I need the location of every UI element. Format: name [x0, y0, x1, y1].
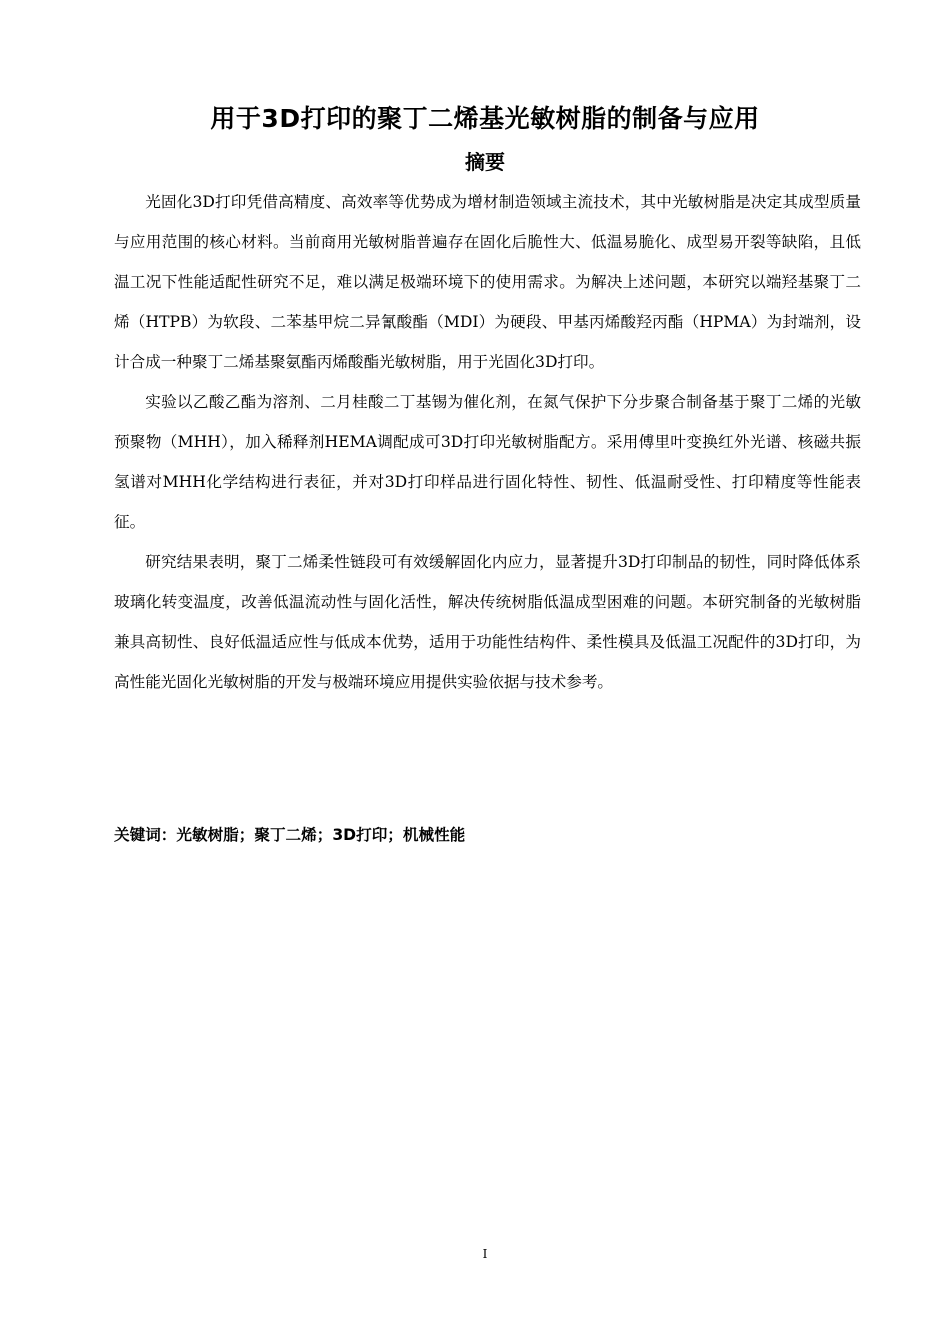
- abstract-paragraph-1: 光固化3D打印凭借高精度、高效率等优势成为增材制造领域主流技术，其中光敏树脂是决定其成型质量与应用范围的核心材料。当前商用光敏树脂普遍存在固化后脆性大、低温易脆化、成型易开裂等缺陷，且低温工况下性能适配性研究不足，难以满足极端环境下的使用需求。为解决上述问题，本研究以端羟基聚丁二烯（HTPB）为软段、二苯基甲烷二异氰酸酯（MDI）为硬段、甲基丙烯酸羟丙酯（HPMA）为封端剂，设计合成一种聚丁二烯基聚氨酯丙烯酸酯光敏树脂，用于光固化3D打印。: [114, 193, 861, 371]
- page-number: I: [482, 1247, 488, 1261]
- abstract-paragraph-3: 研究结果表明，聚丁二烯柔性链段可有效缓解固化内应力，显著提升3D打印制品的韧性，同时降低体系玻璃化转变温度，改善低温流动性与固化活性，解决传统树脂低温成型困难的问题。本研究制备的光敏树脂兼具高韧性、良好低温适应性与低成本优势，适用于功能性结构件、柔性模具及低温工况配件的3D打印，为高性能光固化光敏树脂的开发与极端环境应用提供实验依据与技术参考。: [114, 553, 861, 691]
- abstract-body: [114, 182, 861, 702]
- abstract-paragraph-2: 实验以乙酸乙酯为溶剂、二月桂酸二丁基锡为催化剂，在氮气保护下分步聚合制备基于聚丁二烯的光敏预聚物（MHH），加入稀释剂HEMA调配成可3D打印光敏树脂配方。采用傅里叶变换红外光谱、核磁共振氢谱对MHH化学结构进行表征，并对3D打印样品进行固化特性、韧性、低温耐受性、打印精度等性能表征。: [114, 393, 861, 531]
- keywords-line: 关键词：光敏树脂；聚丁二烯；3D打印；机械性能: [114, 826, 466, 844]
- abstract-heading: 摘要: [465, 150, 505, 174]
- document-title: 用于3D打印的聚丁二烯基光敏树脂的制备与应用: [210, 104, 760, 133]
